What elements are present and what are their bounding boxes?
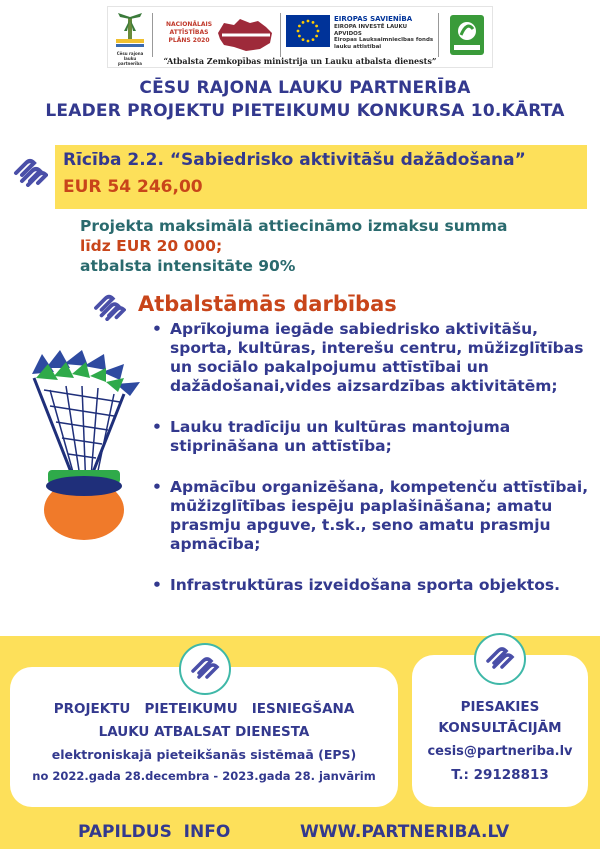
action-amount: EUR 54 246,00 — [63, 177, 203, 197]
consult-email[interactable]: cesis@partneriba.lv — [427, 744, 573, 759]
funding-line-1: Projekta maksimālā attiecināmo izmaksu summa — [80, 217, 508, 235]
latvia-map-icon — [216, 15, 274, 55]
eu-text: EIROPAS SAVIENĪBA EIROPA INVESTĒ LAUKU APVIDOS Eiropas Lauksaimniecības fonds lauku attīstībai — [334, 15, 434, 50]
header-line-1: CĒSU RAJONA LAUKU PARTNERĪBA — [139, 78, 471, 98]
support-text: “Atbalsta Zemkopības ministrija un Lauku atbalsta dienests” — [163, 56, 437, 66]
link-badge-icon — [179, 643, 231, 695]
funding-line-3: atbalsta intensitāte 90% — [80, 257, 296, 275]
leader-logo-icon — [448, 13, 486, 57]
activities-heading: Atbalstāmās darbības — [138, 292, 397, 316]
partnership-logo-text: Cēsu rajona lauku partnerība — [116, 51, 144, 66]
chain-link-icon — [92, 293, 126, 321]
footer-website-link[interactable]: WWW.PARTNERIBA.LV — [300, 822, 510, 842]
consult-phone[interactable]: T.: 29128813 — [451, 767, 549, 783]
list-item: • Aprīkojuma iegāde sabiedrisko aktivitāšu, sporta, kultūras, interešu centru, mūžizglītības un sociālo pakalpojumu attīstībai un dažādošanai,vides aizsardzības aktivitātēm; — [152, 320, 584, 395]
consult-line-1: PIESAKIES — [460, 699, 540, 715]
list-item: • Infrastruktūras izveidošana sporta objektos. — [152, 576, 560, 594]
activities-list — [152, 320, 592, 617]
header-line-2: LEADER PROJEKTU PIETEIKUMU KONKURSA 10.KĀRTA — [45, 101, 565, 121]
consult-line-2: KONSULTĀCIJĀM — [438, 720, 562, 736]
submission-line-3: elektroniskajā pieteikšanās sistēmaā (EPS) — [51, 747, 357, 762]
funding-line-2: līdz EUR 20 000; — [80, 237, 223, 255]
list-item: • Apmācību organizēšana, kompetenču attīstībai, mūžizglītības iespēju paplašināšana; amatu prasmju apguve, t.sk., seno amatu prasmju apmācība; — [152, 478, 589, 553]
footer-info-label: PAPILDUS INFO — [78, 822, 231, 842]
shuttlecock-icon — [20, 350, 150, 550]
partnership-logo-icon — [114, 11, 146, 51]
action-title: Rīcība 2.2. “Sabiedrisko aktivitāšu dažādošana” — [63, 150, 526, 170]
submission-line-4: no 2022.gada 28.decembra - 2023.gada 28. janvārim — [32, 769, 376, 783]
submission-line-2: LAUKU ATBALSAT DIENESTA — [98, 724, 310, 740]
submission-line-1: PROJEKTU PIETEIKUMU IESNIEGŠANA — [53, 701, 355, 717]
eu-flag-icon — [286, 15, 330, 47]
national-plan-text: NACIONĀLAIS ATTĪSTĪBAS PLĀNS 2020 — [165, 21, 213, 44]
chain-link-icon — [12, 157, 48, 187]
list-item: • Lauku tradīciju un kultūras mantojuma stiprināšana un attīstība; — [152, 418, 511, 455]
link-badge-icon — [474, 633, 526, 685]
